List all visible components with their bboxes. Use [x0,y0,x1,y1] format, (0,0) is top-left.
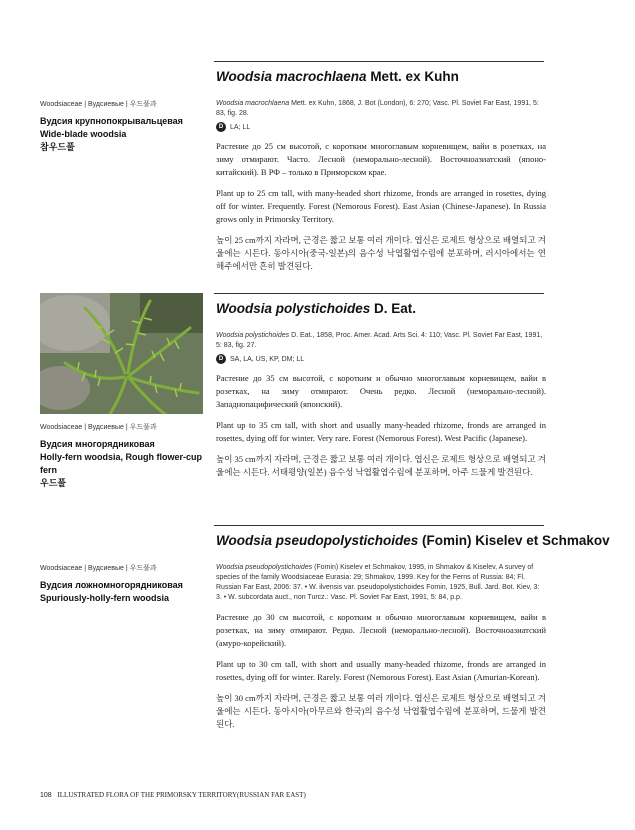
fern-photo-icon [40,293,203,414]
citation-1 [216,99,546,119]
common-names-1 [40,115,205,154]
distribution-text-2: SA, LA, US, KP, DM; LL [230,355,305,363]
description-ru-3: Растение до 30 см высотой, с коротким и обычно многоглавым корневищем, вайи в розетках, на зиму отмирают. Редко. Лесной (неморально-лесной). Восточноазиатский (амуро-корейский). [216,612,546,648]
description-ko-1: 높이 25 cm까지 자라며, 근경은 짧고 보통 여러 개이다. 엽신은 로제트 형상으로 배열되고 겨울에는 시든다. 동아시아(중국-일본)의 음수성 낙엽활엽수림에 분포하며, 러시아에서는 연해주에서만 흔히 발견된다. [216,235,546,271]
description-en-2: Plant up to 35 cm tall, with short and usually many-headed rhizome, fronds are arranged in rosettes, dying off for winter. Very rare. Forest (Nemorous Forest). West Pacific (Japanese). [216,420,546,443]
citation-species-2: Woodsia polystichoides [216,332,290,339]
citation-rest-1: Mett. ex Kuhn, 1868, J. Bot (London), 6: 270; Vasc. Pl. Soviet Far East, 1991, 5: 83, fig. 28. [216,100,539,117]
family-label-2: Woodsiaceae | Вудсиевые | 우드풀과 [40,424,157,431]
species-title-2 [216,301,546,316]
name-en-2: Holly-fern woodsia, Rough flower-cup fern [40,452,202,475]
name-ru-1: Вудсия крупнопокрывальцевая [40,116,183,126]
citation-rest-2: D. Eat., 1858, Proc. Amer. Acad. Arts Sci. 4: 110; Vasc. Pl. Soviet Far East, 1991, 5: 83, fig. 27. [216,332,543,349]
entry-3-body [216,563,546,731]
citation-3 [216,563,546,603]
species-author-3: (Fomin) Kiselev et Schmakov [418,533,610,548]
name-ko-2: 우드풀 [40,478,67,488]
citation-species-1: Woodsia macrochlaena [216,100,290,107]
description-ru-2: Растение до 35 см высотой, с коротким и обычно многоглавым корневищем, вайи в розетках, на зиму отмирают. Очень редко. Лесной (неморально-лесной). Западнопацифический (японский). [216,373,546,409]
description-ko-3: 높이 30 cm까지 자라며, 근경은 짧고 보통 여러 개이다. 엽신은 로제트 형상으로 배열되고 겨울에는 시든다. 동아시아(아무르와 한국)의 음수성 낙엽활엽수림에 분포하며, 드물게 발견된다. [216,693,546,729]
entry-1-left-column [40,99,205,154]
description-ru-1: Растение до 25 см высотой, с коротким многоглавым корневищем, вайи в розетках, на зиму отмирают. Часто. Лесной (неморально-лесной). Восточноазиатский (японо-китайский). В РФ – только в Приморском крае. [216,141,546,177]
citation-2 [216,331,546,351]
distribution-badge-icon: D [216,122,226,132]
entry-2-left-column [40,422,205,490]
distribution-badge-icon: D [216,354,226,364]
citation-rest-3: (Fomin) Kiselev et Schmakov, 1995, in Shmakov & Kiselev, A survey of species of the family Woodsiaceae Eurasia: 29; Shmakov, 1999. Key for the Ferns of Russia: 84; Fl. Russian Far East, 2006: 37. • W. ilvensis var. pseudopolystichoides Fomin, 1925, Bull. Jard. Bot. Kiev, 3: 3. • W. subcordata auct., non Turcz.: Vasc. Pl. Soviet Far East, 1991, 5: 84, p.p. [216,564,540,601]
entry-1-body [216,99,546,273]
citation-species-3: Woodsia pseudopolystichoides [216,564,313,571]
species-title-1 [216,69,546,84]
species-title-3 [216,533,610,548]
fern-photo [40,293,203,414]
page-number: 108 [40,792,52,799]
entry-2-top-rule [214,293,544,294]
book-title: ILLUSTRATED FLORA OF THE PRIMORSKY TERRITORY(RUSSIAN FAR EAST) [57,791,306,799]
description-en-3: Plant up to 30 cm tall, with short and usually many-headed rhizome, fronds are arranged in rosettes, dying off for winter. Rarely. Forest (Nemorous Forest). East Asian (Amurian-Korean). [216,659,546,682]
entry-3-left-column [40,563,205,605]
species-name-3: Woodsia pseudopolystichoides [216,533,419,548]
entry-2-body [216,331,546,479]
entry-3-top-rule [214,525,544,526]
entry-1-top-rule [214,61,544,62]
name-ko-1: 참우드풀 [40,142,75,152]
common-names-3 [40,579,205,605]
name-en-3: Spuriously-holly-fern woodsia [40,593,170,603]
family-label-3: Woodsiaceae | Вудсиевые | 우드풀과 [40,565,157,572]
family-label-1: Woodsiaceae | Вудсиевые | 우드풀과 [40,101,157,108]
name-en-1: Wide-blade woodsia [40,129,127,139]
distribution-text-1: LA; LL [230,123,251,131]
description-ko-2: 높이 35 cm까지 자라며, 근경은 짧고 보통 여러 개이다. 엽신은 로제트 형상으로 배열되고 겨울에는 시든다. 서태평양(일본) 음수성 낙엽활엽수림에 분포하며, 아주 드물게 발견된다. [216,454,546,477]
species-author-2: D. Eat. [370,301,417,316]
species-name-1: Woodsia macrochlaena [216,69,367,84]
distribution-2 [216,354,546,364]
common-names-2 [40,438,205,490]
species-author-1: Mett. ex Kuhn [366,69,459,84]
page-footer [40,791,306,799]
species-name-2: Woodsia polystichoides [216,301,371,316]
name-ru-3: Вудсия ложномногорядниковая [40,580,183,590]
name-ru-2: Вудсия многорядниковая [40,439,155,449]
description-en-1: Plant up to 25 cm tall, with many-headed short rhizome, fronds are arranged in rosettes, dying off for winter. Frequently. Forest (Nemorous Forest). East Asian (Chinese-Japanese). In Russia grows only in Primorsky Territory. [216,188,546,224]
distribution-1 [216,122,546,132]
